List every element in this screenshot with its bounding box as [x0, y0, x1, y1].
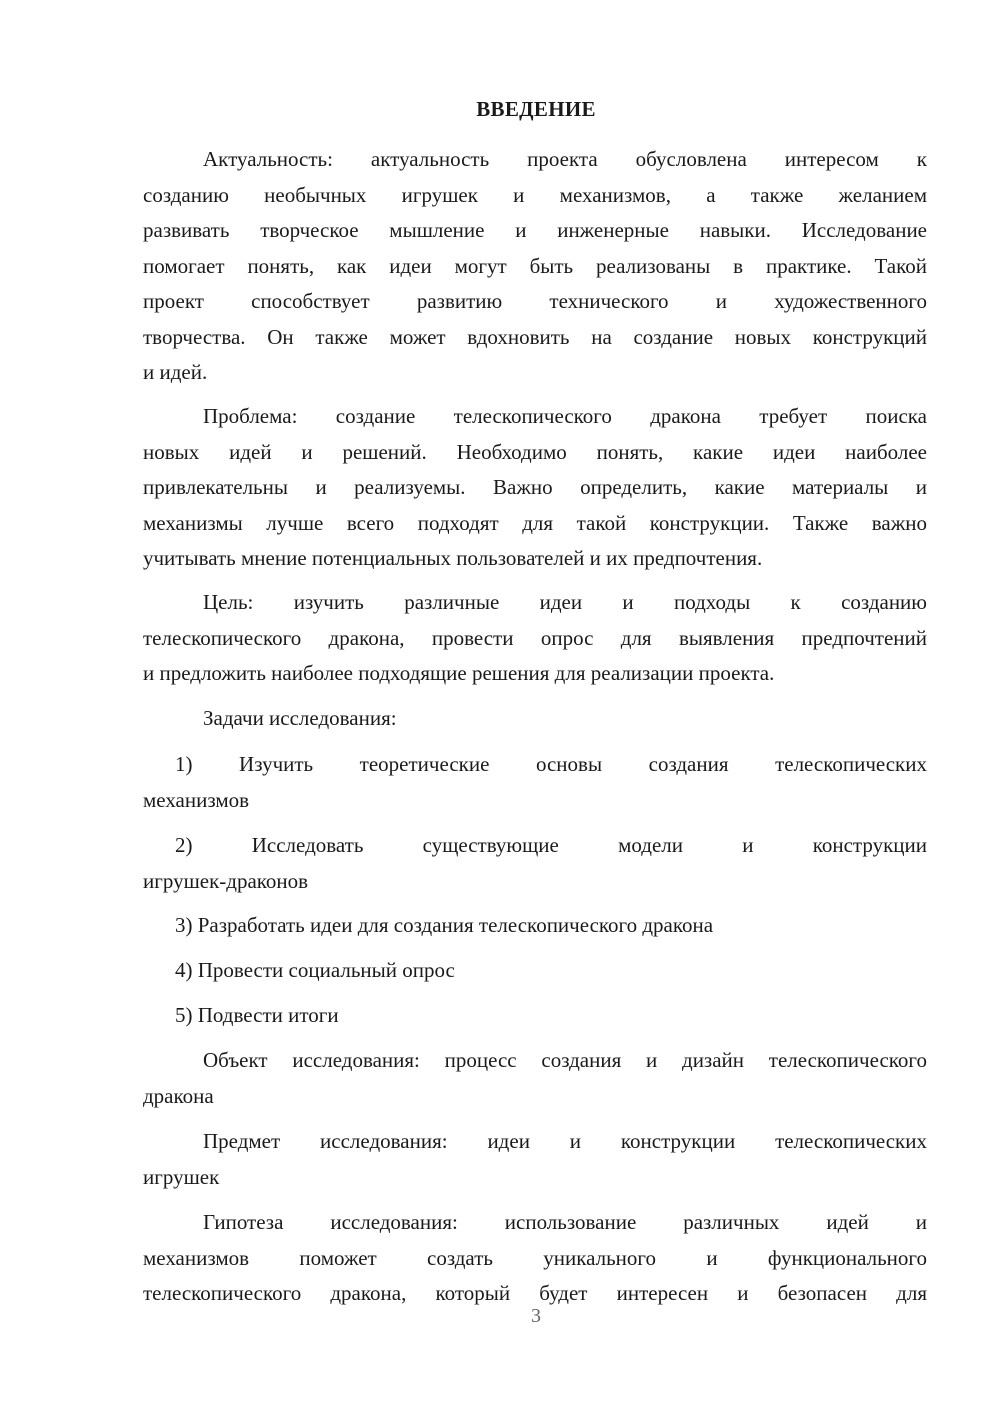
text-line: игрушек	[143, 1164, 220, 1189]
list-item-task-5	[143, 998, 927, 1034]
text-line: телескопического дракона, который будет интересен и безопасен для	[143, 1281, 927, 1305]
text-line: Проблема: создание телескопического дракона требует поиска	[203, 404, 927, 428]
text-line: Актуальность: актуальность проекта обусловлена интересом к	[203, 147, 927, 171]
paragraph-goal	[143, 585, 927, 692]
text-line: телескопического дракона, провести опрос для выявления предпочтений	[143, 625, 927, 650]
text-line: дракона	[143, 1083, 214, 1108]
paragraph-relevance	[143, 142, 927, 391]
text-line: механизмов поможет создать уникального и функционального	[143, 1245, 927, 1270]
text-line: Цель: изучить различные идеи и подходы к созданию	[203, 590, 927, 614]
text-line: помогает понять, как идеи могут быть реализованы в практике. Такой	[143, 253, 927, 278]
text-line: учитывать мнение потенциальных пользователей и их предпочтения.	[143, 546, 763, 570]
list-item-task-1	[143, 747, 927, 818]
text-line: развивать творческое мышление и инженерные навыки. Исследование	[143, 218, 927, 242]
text-line: Предмет исследования: идеи и конструкции телескопических	[203, 1129, 927, 1153]
text-line: Гипотеза исследования: использование различных идей и	[203, 1210, 927, 1234]
text-line: творчества. Он также может вдохновить на создание новых конструкций	[143, 324, 927, 349]
text-line: привлекательны и реализуемы. Важно определить, какие материалы и	[143, 475, 927, 499]
paragraph-hypothesis	[143, 1205, 927, 1312]
text-line: Задачи исследования:	[203, 706, 397, 730]
text-line: игрушек-драконов	[143, 868, 309, 893]
text-line: новых идей и решений. Необходимо понять, какие идеи наиболее	[143, 439, 927, 464]
text-line: Объект исследования: процесс создания и дизайн телескопического	[203, 1048, 927, 1072]
paragraph-problem	[143, 399, 927, 577]
text-line: 2) Исследовать существующие модели и конструкции	[175, 833, 927, 857]
text-line: и предложить наиболее подходящие решения для реализации проекта.	[143, 661, 775, 685]
text-line: созданию необычных игрушек и механизмов, а также желанием	[143, 182, 927, 207]
page-heading: ВВЕДЕНИЕ	[476, 97, 596, 121]
page-number: 3	[531, 1305, 541, 1327]
paragraph-subject	[143, 1124, 927, 1195]
text-line: 5) Подвести итоги	[175, 1003, 339, 1027]
list-item-task-4	[143, 953, 927, 989]
paragraph-object	[143, 1043, 927, 1114]
text-line: проект способствует развитию технического и художественного	[143, 289, 927, 313]
text-line: 1) Изучить теоретические основы создания телескопических	[175, 752, 927, 776]
text-line: и идей.	[143, 360, 208, 384]
text-line: механизмов	[143, 787, 250, 812]
text-line: 3) Разработать идеи для создания телескопического дракона	[175, 913, 714, 937]
text-line: механизмы лучше всего подходят для такой конструкции. Также важно	[143, 510, 927, 535]
text-line: 4) Провести социальный опрос	[175, 958, 455, 982]
list-item-task-2	[143, 828, 927, 899]
list-item-task-3	[143, 908, 927, 944]
paragraph-tasks-heading	[143, 701, 927, 737]
